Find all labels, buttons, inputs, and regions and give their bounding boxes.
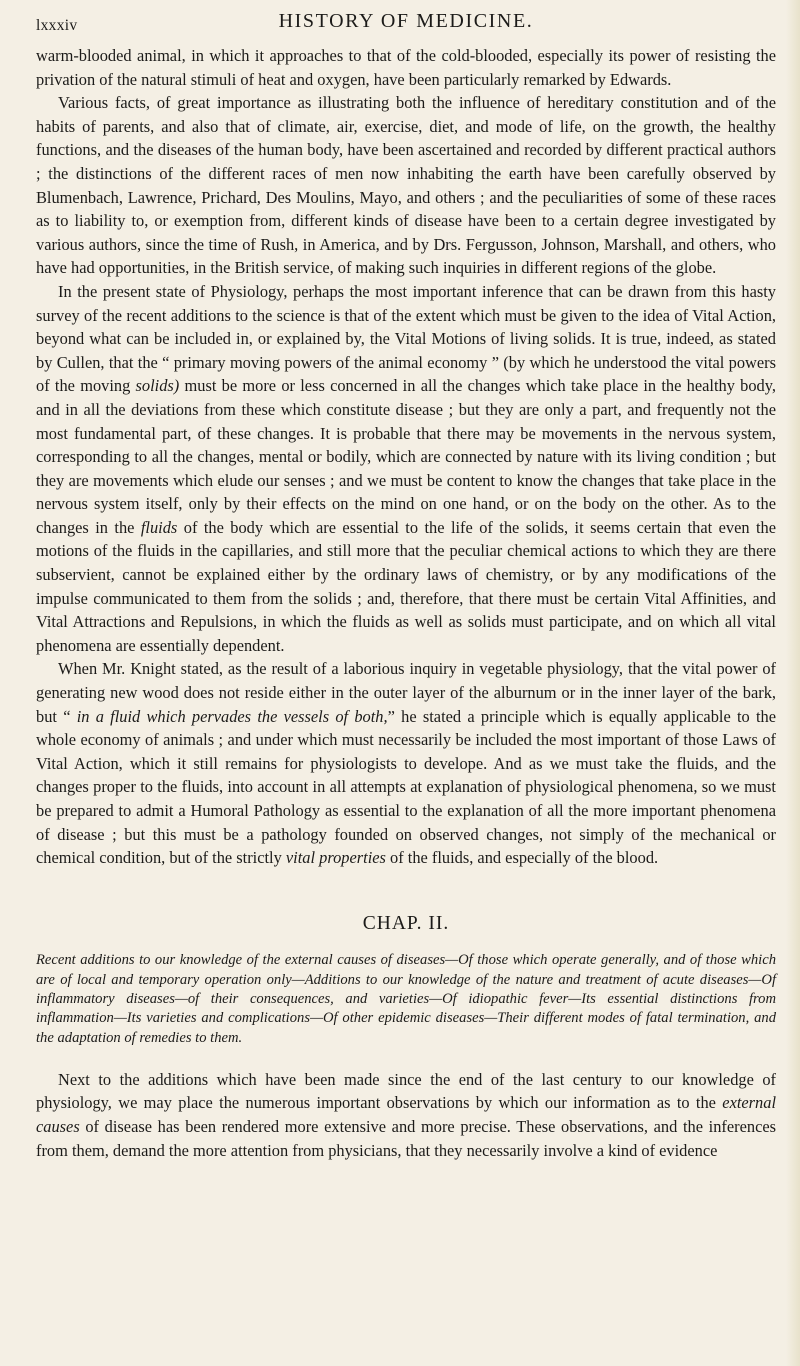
italic-text: vital properties <box>285 848 386 868</box>
text-run: When Mr. Knight stated, as the result of a laborious inquiry in vegetable physiology, that the vital power of generating new wood does not reside either in the outer layer of the alburnum or in the inner layer of the bark, but “ <box>36 659 776 726</box>
text-run: warm-blooded animal, in which it approaches to that of the cold-blooded, especially its power of resisting the privation of the natural stimuli of heat and oxygen, have been particularly remarked by Edwards. <box>36 46 776 89</box>
book-page <box>36 10 776 1356</box>
text-run: ” he stated a principle which is equally applicable to the whole economy of animals ; and under which must necessarily be included the most important of those Laws of Vital Action, which it still remains for physiologists to develope. And as we must take the fluids, and the changes proper to the fluids, into account in all attempts at explanation of physiological phenomena, so we must be prepared to admit a Humoral Pathology as essential to the explanation of all the more important phenomena of disease ; but this must be a pathology founded on observed changes, not simply of the mechanical or chemical condition, but of the strictly <box>36 706 777 868</box>
main-text <box>36 44 776 870</box>
text-run: of the body which are essential to the life of the solids, it seems certain that even the motions of the fluids in the capillaries, and still more that the peculiar chemical actions to which they are there subservient, cannot be explained either by the ordinary laws of chemistry, or by any modifications of the impulse communicated to them from the solids ; and, therefore, that there must be certain Vital Affinities, and Vital Attractions and Repulsions, in which the fluids as well as solids must participate, and on which all vital phenomena are essentially dependent. <box>36 517 776 655</box>
italic-text: fluids <box>140 517 178 537</box>
chapter-synopsis: Recent additions to our knowledge of the external causes of diseases—Of those which operate generally, and of those which are of local and temporary operation only—Additions to our knowledge of the nature and treatment of acute diseases—Of inflammatory diseases—of their consequences, and varieties—Of idiopathic fever—Its essential distinctions from inflammation—Its varieties and complications—Of other epidemic diseases—Their different modes of fatal termination, and the adaptation of remedies to them. <box>36 952 776 1046</box>
text-run: of disease has been rendered more extensive and more precise. These observations, and the inferences from them, demand the more attention from physicians, that they necessarily involve a kind of evidence <box>36 1117 776 1160</box>
paragraph-5 <box>36 1068 776 1162</box>
paragraph-3 <box>36 280 776 658</box>
running-head <box>36 10 776 40</box>
page-edge <box>786 0 800 1366</box>
running-title: HISTORY OF MEDICINE. <box>278 10 534 32</box>
text-run: Various facts, of great importance as illustrating both the influence of hereditary constitution and of the habits of parents, and also that of climate, air, exercise, diet, and mode of life, on the growth, the healthy functions, and the diseases of the human body, have been ascertained and recorded by different practical authors ; the distinctions of the different races of men now inhabiting the earth have been carefully observed by Blumenbach, Lawrence, Prichard, Des Moulins, Mayo, and others ; and the peculiarities of some of these races as to liability to, or exemption from, different kinds of disease have been to a certain degree investigated by various authors, since the time of Rush, in America, and by Drs. Fergusson, Johnson, Marshall, and others, who have had opportunities, in the British service, of making such inquiries in different regions of the globe. <box>36 93 776 278</box>
page-number: lxxxiv <box>36 17 78 34</box>
italic-text: in a fluid which pervades the vessels of both, <box>76 706 388 726</box>
paragraph-1 <box>36 44 776 91</box>
chapter-text <box>36 1068 776 1162</box>
text-run: of the fluids, and especially of the blood. <box>385 848 659 868</box>
text-run: Next to the additions which have been made since the end of the last century to our knowledge of physiology, we may place the numerous important observations by which our information as to the <box>36 1069 776 1113</box>
paragraph-4 <box>36 657 776 869</box>
italic-text: solids) <box>135 376 180 396</box>
text-run: must be more or less concerned in all the changes which take place in the healthy body, and in all the deviations from these which constitute disease ; but they are only a part, and frequently not the most fundamental part, of these changes. It is probable that there may be movements in the nervous system, corresponding to all the changes, mental or bodily, which are connected by nature with its living condition ; but they are movements which elude our senses ; and we must be content to know the changes that take place in the nervous system itself, only by their effects on the mind on one hand, or on the body on the other. As to the changes in the <box>36 376 776 537</box>
chapter-heading: CHAP. II. <box>362 912 450 934</box>
text-run: In the present state of Physiology, perhaps the most important inference that can be drawn from this hasty survey of the recent additions to the science is that of the extent which must be given to the idea of Vital Action, beyond what can be included in, or explained by, the Vital Motions of living solids. It is true, indeed, as stated by Cullen, that the “ primary moving powers of the animal economy ” (by which he understood the vital powers of the moving <box>36 281 776 396</box>
italic-text: external causes <box>36 1093 776 1137</box>
paragraph-2 <box>36 91 776 280</box>
